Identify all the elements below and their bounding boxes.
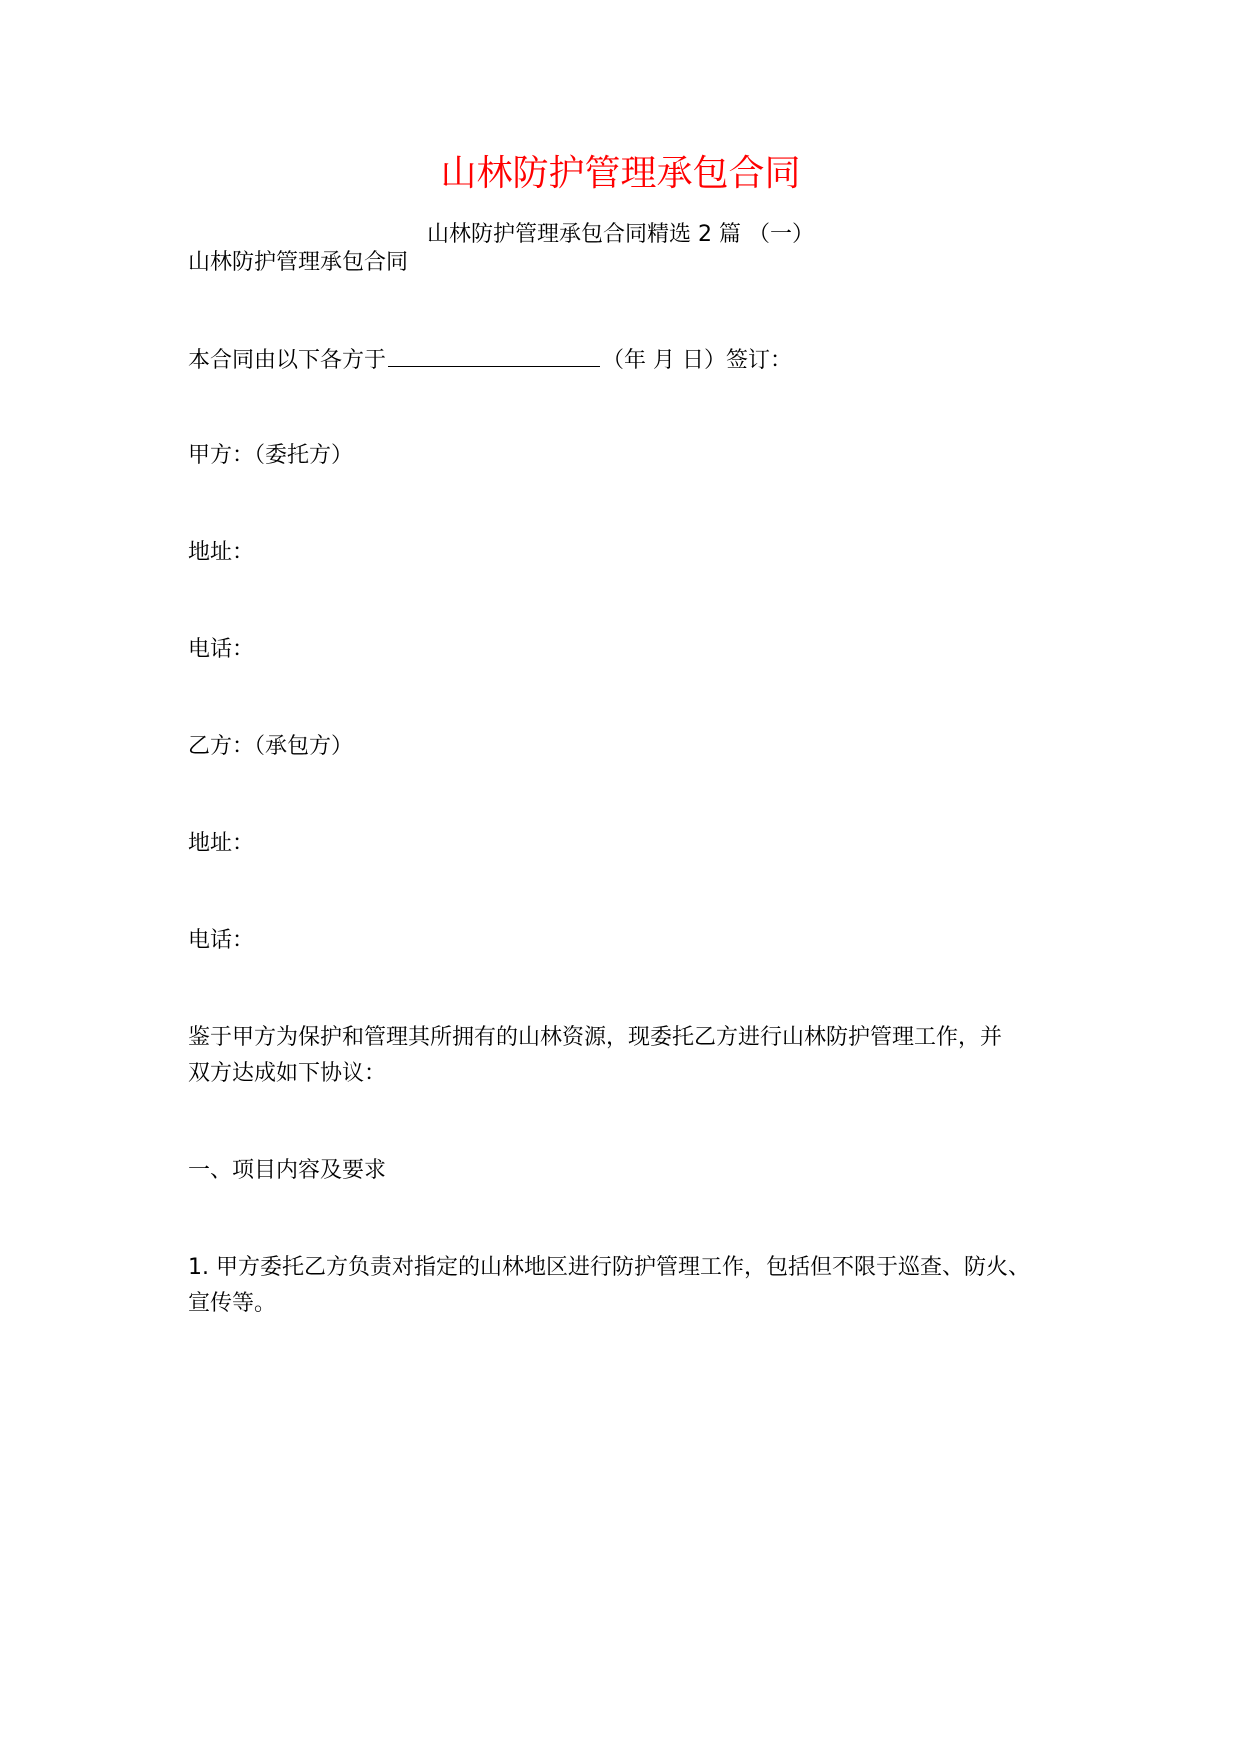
party-a-phone: 电话： (188, 637, 255, 662)
preamble-line-1: 鉴于甲方为保护和管理其所拥有的山林资源，现委托乙方进行山林防护管理工作，并 (188, 1025, 1003, 1050)
party-b-label: 乙方：（承包方） (188, 734, 354, 759)
document-title: 山林防护管理承包合同 (440, 153, 801, 194)
party-b-phone: 电话： (188, 928, 255, 953)
item-1-line-1: 1. 甲方委托乙方负责对指定的山林地区进行防护管理工作，包括但不限于巡查、防火、 (188, 1255, 1030, 1280)
intro-prefix: 本合同由以下各方于 (188, 348, 387, 373)
section-1-heading: 一、项目内容及要求 (188, 1158, 387, 1183)
date-blank (388, 344, 600, 367)
party-a-label: 甲方：（委托方） (188, 443, 354, 468)
preamble-line-2: 双方达成如下协议： (188, 1061, 387, 1086)
preamble-paragraph (188, 1020, 1088, 1092)
intro-suffix: （年 月 日）签订： (602, 348, 793, 373)
item-1-paragraph (188, 1250, 1088, 1322)
contract-heading: 山林防护管理承包合同 (188, 250, 409, 275)
intro-line (188, 344, 1088, 376)
document-subtitle: 山林防护管理承包合同精选 2 篇 （一） (427, 222, 814, 247)
party-b-address: 地址： (188, 831, 255, 856)
item-1-line-2: 宣传等。 (188, 1291, 277, 1316)
party-a-address: 地址： (188, 540, 255, 565)
